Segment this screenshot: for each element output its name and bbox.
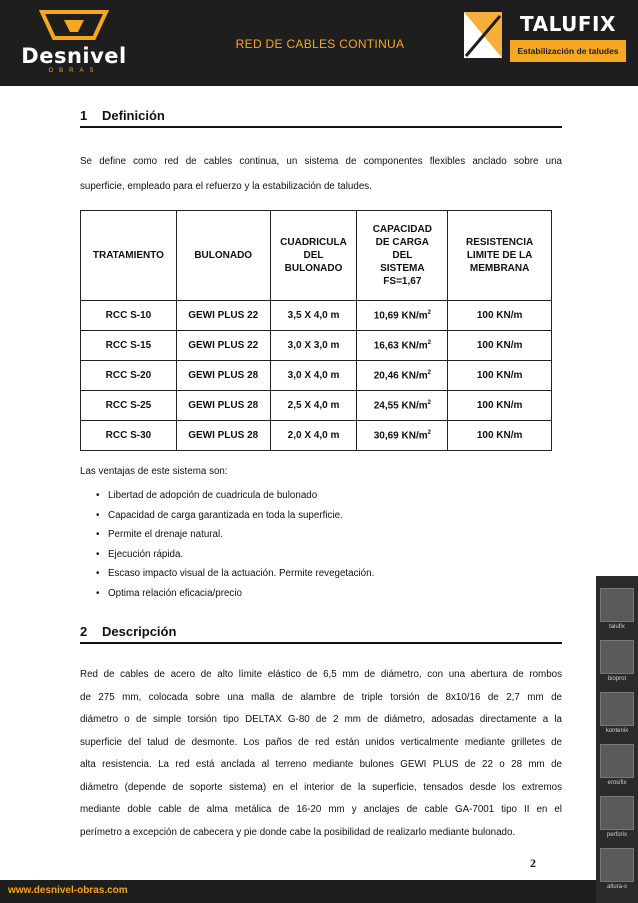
advantages-intro: Las ventajas de este sistema son: — [80, 466, 228, 477]
cell-capacidad: 30,69 $KN/m^2$ — [357, 421, 448, 451]
cell-bulonado: GEWI PLUS 28 — [176, 421, 270, 451]
page-header — [0, 0, 638, 86]
talufix-logo-mark-icon — [462, 6, 506, 66]
desnivel-logo-mark-icon — [34, 8, 114, 44]
desnivel-logo-name: Desnivel — [21, 44, 127, 68]
product-kontenix: kontenix — [597, 690, 637, 740]
table-row — [81, 301, 552, 331]
page-footer — [0, 880, 596, 903]
header-capacidad: CAPACIDAD DE CARGA DEL SISTEMA FS=1,67 — [357, 211, 448, 301]
product-erosifix: erosifix — [597, 742, 637, 792]
cell-capacidad: 24,55 $KN/m^2$ — [357, 391, 448, 421]
cell-tratamiento: RCC S-15 — [81, 331, 177, 361]
talufix-logo-text — [506, 6, 628, 66]
table-row — [81, 421, 552, 451]
product-talufix: talufix — [597, 586, 637, 636]
cell-cuadricula: 3,0 X 4,0 m — [270, 361, 357, 391]
cell-cuadricula: 3,0 X 3,0 m — [270, 331, 357, 361]
talufix-logo-tagline: Estabilización de taludes — [510, 40, 626, 62]
cell-bulonado: GEWI PLUS 28 — [176, 361, 270, 391]
header-bulonado: BULONADO — [176, 211, 270, 301]
product-image-icon — [600, 640, 634, 674]
description-line-7: mediante doble cable de alma metálica de 16-20 mm y anclajes de cable GA-7001 tipo II en el — [80, 804, 562, 815]
list-item: • Permite el drenaje natural. — [96, 529, 223, 540]
definition-line-2: superficie, empleado para el refuerzo y la estabilización de taludes. — [80, 181, 372, 192]
description-line-3: diámetro o de simple torsión tipo DELTAX G-80 de 2 mm de diámetro, adosadas directamente a la — [80, 714, 562, 725]
section-1-heading — [80, 106, 562, 128]
cell-capacidad: 16,63 $KN/m^2$ — [357, 331, 448, 361]
list-item: • Escaso impacto visual de la actuación. Permite revegetación. — [96, 568, 375, 579]
table-row — [81, 361, 552, 391]
description-line-6: diámetro (depende de soporte sistema) en el interior de la superficie, tensados desde los extremos — [80, 782, 562, 793]
product-image-icon — [600, 848, 634, 882]
section-1-number: 1 — [80, 108, 88, 123]
spec-table-header-row — [81, 211, 552, 301]
section-2-heading — [80, 622, 562, 644]
header-tratamiento: TRATAMIENTO — [81, 211, 177, 301]
definition-line-1: Se define como red de cables continua, un sistema de componentes flexibles anclado sobre una — [80, 156, 562, 167]
cell-capacidad: 10,69 $KN/m^2$ — [357, 301, 448, 331]
cell-resistencia: 100 KN/m — [448, 391, 552, 421]
cell-tratamiento: RCC S-25 — [81, 391, 177, 421]
description-line-2: de 275 mm, colocada sobre una malla de alambre de triple torsión de 8x10/16 de 2,7 mm de — [80, 692, 562, 703]
header-resistencia: RESISTENCIA LIMITE DE LA MEMBRANA — [448, 211, 552, 301]
cell-bulonado: GEWI PLUS 22 — [176, 301, 270, 331]
description-line-5: alta resistencia. La red está anclada al terreno mediante bulones GEWI PLUS de 22 o 28 mm de — [80, 759, 562, 770]
section-2-title: Descripción — [102, 624, 177, 639]
desnivel-logo — [18, 8, 130, 78]
list-item: • Capacidad de carga garantizada en toda la superficie. — [96, 509, 343, 521]
product-perforix: perforix — [597, 794, 637, 844]
footer-website-link[interactable]: www.desnivel-obras.com — [8, 885, 128, 896]
section-2-number: 2 — [80, 624, 88, 639]
product-image-icon — [600, 588, 634, 622]
cell-resistencia: 100 KN/m — [448, 301, 552, 331]
cell-cuadricula: 2,5 X 4,0 m — [270, 391, 357, 421]
cell-cuadricula: 3,5 X 4,0 m — [270, 301, 357, 331]
spec-table — [80, 210, 552, 451]
talufix-logo-name: TALUFIX — [520, 12, 616, 36]
cell-bulonado: GEWI PLUS 28 — [176, 391, 270, 421]
advantages-list — [96, 490, 374, 607]
cell-resistencia: 100 KN/m — [448, 361, 552, 391]
cell-tratamiento: RCC S-20 — [81, 361, 177, 391]
description-line-1: Red de cables de acero de alto límite elástico de 6,5 mm de diámetro, con una abertura de rombos — [80, 669, 562, 680]
cell-tratamiento: RCC S-10 — [81, 301, 177, 331]
product-image-icon — [600, 692, 634, 726]
cell-resistencia: 100 KN/m — [448, 421, 552, 451]
section-1-title: Definición — [102, 108, 165, 123]
product-bioprot: bioprot — [597, 638, 637, 688]
cell-cuadricula: 2,0 X 4,0 m — [270, 421, 357, 451]
table-row — [81, 391, 552, 421]
cell-capacidad: 20,46 $KN/m^2$ — [357, 361, 448, 391]
cell-bulonado: GEWI PLUS 22 — [176, 331, 270, 361]
product-image-icon — [600, 796, 634, 830]
document-title: RED DE CABLES CONTINUA — [235, 37, 405, 51]
talufix-logo — [462, 6, 628, 68]
desnivel-logo-sub: OBRAS — [48, 68, 100, 74]
header-cuadricula: CUADRICULA DEL BULONADO — [270, 211, 357, 301]
page-number: 2 — [530, 856, 536, 870]
list-item: • Libertad de adopción de cuadricula de bulonado — [96, 490, 318, 501]
cell-tratamiento: RCC S-30 — [81, 421, 177, 451]
product-image-icon — [600, 744, 634, 778]
product-altura-x: altura-x — [597, 846, 637, 896]
description-line-8: perímetro a excepción de cabecera y pie donde cabe la posibilidad de realizarlo mediante bulonado. — [80, 827, 516, 838]
list-item: • Optima relación eficacia/precio — [96, 587, 242, 599]
table-row — [81, 331, 552, 361]
description-line-4: superficie del talud de desmonte. Los paños de red están unidos verticalmente mediante grilletes de — [80, 737, 562, 748]
cell-resistencia: 100 KN/m — [448, 331, 552, 361]
list-item: • Ejecución rápida. — [96, 548, 184, 560]
